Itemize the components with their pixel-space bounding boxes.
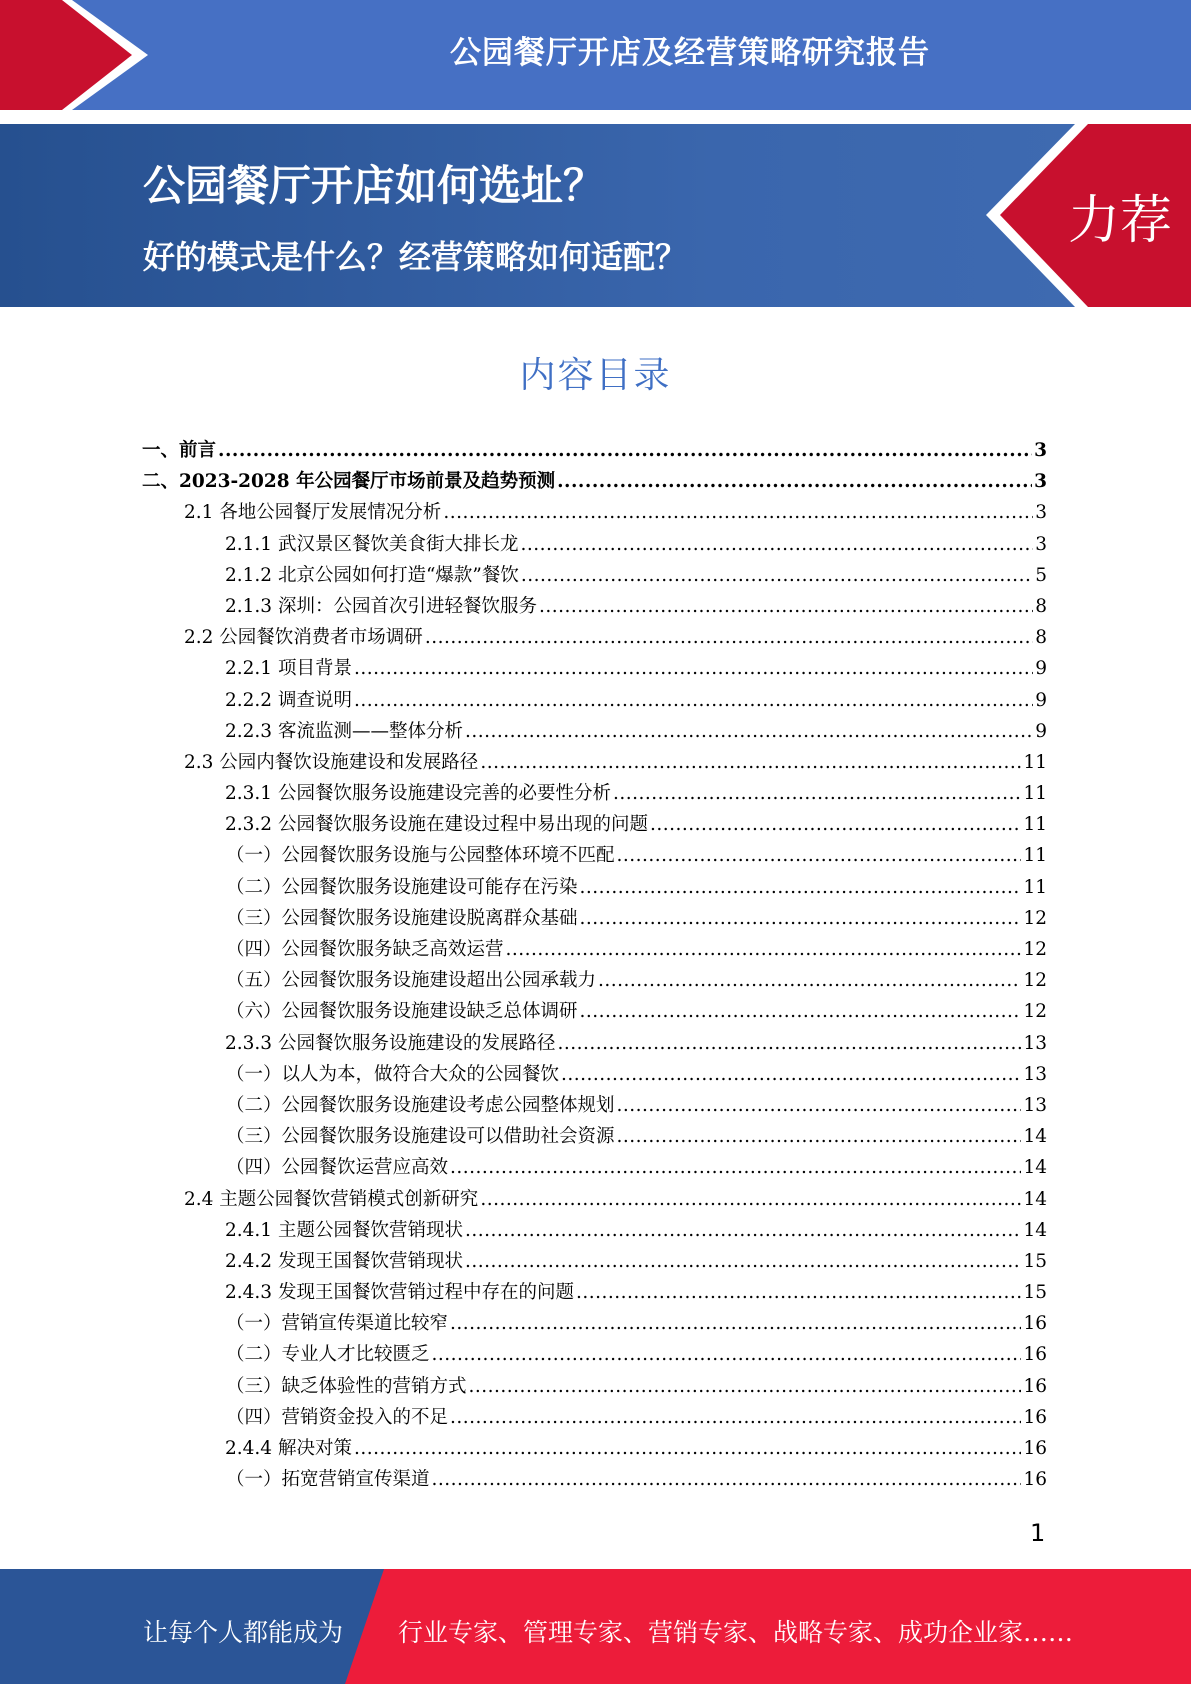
toc-leader-dots xyxy=(465,721,1033,742)
toc-entry[interactable] xyxy=(142,997,1047,1028)
toc-entry-text: 2.1.2 北京公园如何打造“爆款”餐饮 xyxy=(225,564,519,586)
toc-entry[interactable] xyxy=(142,498,1047,529)
toc-entry[interactable] xyxy=(142,904,1047,935)
toc-leader-dots xyxy=(432,1344,1022,1365)
toc-entry-text: 2.1.3 深圳：公园首次引进轻餐饮服务 xyxy=(225,595,537,617)
toc-leader-dots xyxy=(450,1313,1021,1334)
toc-leader-dots xyxy=(613,783,1021,804)
toc-entry-text: 一、前言 xyxy=(142,440,217,461)
toc-leader-dots xyxy=(354,658,1033,679)
toc-entry-page: 15 xyxy=(1023,1282,1047,1304)
toc-entry-text: 2.4 主题公园餐饮营销模式创新研究 xyxy=(184,1188,479,1210)
hero-headline: 公园餐厅开店如何选址？ xyxy=(143,161,606,210)
toc-entry-text: 2.1 各地公园餐厅发展情况分析 xyxy=(184,502,442,524)
toc-entry-page: 16 xyxy=(1023,1313,1047,1335)
toc-entry-text: 2.3.1 公园餐饮服务设施建设完善的必要性分析 xyxy=(225,783,611,805)
toc-leader-dots xyxy=(480,1189,1021,1210)
toc-entry[interactable] xyxy=(142,1278,1047,1309)
toc-leader-dots xyxy=(561,1064,1021,1085)
toc-entry-page: 9 xyxy=(1035,689,1047,711)
toc-entry-page: 9 xyxy=(1035,720,1047,742)
toc-leader-dots xyxy=(432,1469,1022,1490)
toc-entry-page: 11 xyxy=(1023,751,1047,773)
toc-entry[interactable] xyxy=(142,748,1047,779)
report-title: 公园餐厅开店及经营策略研究报告 xyxy=(450,35,930,71)
toc-entry[interactable] xyxy=(142,561,1047,592)
toc-entry-text: （一）公园餐饮服务设施与公园整体环境不匹配 xyxy=(226,845,615,867)
toc-entry-page: 9 xyxy=(1035,658,1047,680)
toc-entry-page: 16 xyxy=(1023,1406,1047,1428)
toc-leader-dots xyxy=(520,534,1033,555)
toc-entry[interactable] xyxy=(142,810,1047,841)
toc-entry[interactable] xyxy=(142,873,1047,904)
recommend-badge: 力荐 xyxy=(1067,191,1172,251)
toc-leader-dots xyxy=(443,502,1033,523)
toc-leader-dots xyxy=(480,752,1021,773)
toc-leader-dots xyxy=(506,939,1022,960)
toc-entry-text: （一）营销宣传渠道比较窄 xyxy=(226,1313,449,1335)
toc-entry-page: 3 xyxy=(1035,533,1047,555)
toc-leader-dots xyxy=(354,690,1033,711)
toc-entry-page: 16 xyxy=(1023,1469,1047,1491)
toc-entry-text: 2.2.3 客流监测——整体分析 xyxy=(225,720,463,742)
toc-entry[interactable] xyxy=(142,1216,1047,1247)
toc-entry[interactable] xyxy=(142,841,1047,872)
toc-entry-page: 12 xyxy=(1023,970,1047,992)
toc-entry-page: 8 xyxy=(1035,595,1047,617)
toc-entry-text: 2.3.2 公园餐饮服务设施在建设过程中易出现的问题 xyxy=(225,814,648,836)
toc-entry-text: （三）缺乏体验性的营销方式 xyxy=(226,1375,467,1397)
toc-entry[interactable] xyxy=(142,1465,1047,1496)
toc-entry-page: 14 xyxy=(1023,1188,1047,1210)
toc-leader-dots xyxy=(218,440,1032,461)
toc-entry-text: 2.3 公园内餐饮设施建设和发展路径 xyxy=(184,751,479,773)
toc-entry-text: （二）专业人才比较匮乏 xyxy=(226,1344,430,1366)
toc-entry-page: 11 xyxy=(1023,814,1047,836)
toc-entry-text: （二）公园餐饮服务设施建设考虑公园整体规划 xyxy=(226,1094,615,1116)
toc-entry-text: 2.1.1 武汉景区餐饮美食街大排长龙 xyxy=(225,533,519,555)
toc-leader-dots xyxy=(617,1095,1022,1116)
toc-entry-text: 2.3.3 公园餐饮服务设施建设的发展路径 xyxy=(225,1032,556,1054)
footer-slogan-right: 行业专家、管理专家、营销专家、战略专家、成功企业家…… xyxy=(398,1618,1074,1647)
toc-entry-page: 14 xyxy=(1023,1126,1047,1148)
toc-entry-page: 12 xyxy=(1023,939,1047,960)
toc-entry-page: 11 xyxy=(1023,783,1047,805)
toc-entry[interactable] xyxy=(142,779,1047,810)
toc-entry-page: 3 xyxy=(1034,471,1047,493)
toc-entry-text: 2.4.1 主题公园餐饮营销现状 xyxy=(225,1219,463,1241)
toc-leader-dots xyxy=(539,596,1033,617)
toc-entry-text: 2.2.1 项目背景 xyxy=(225,658,352,680)
toc-leader-dots xyxy=(580,1001,1022,1022)
toc-leader-dots xyxy=(557,471,1032,492)
toc-entry-text: （三）公园餐饮服务设施建设可以借助社会资源 xyxy=(226,1126,615,1148)
toc-entry-text: 2.4.2 发现王国餐饮营销现状 xyxy=(225,1250,463,1272)
toc-entry[interactable] xyxy=(142,1403,1047,1434)
toc-entry-text: （一）以人为本，做符合大众的公园餐饮 xyxy=(226,1063,560,1085)
toc-entry-page: 11 xyxy=(1023,876,1047,898)
toc-entry-text: （二）公园餐饮服务设施建设可能存在污染 xyxy=(226,876,578,898)
toc-entry-page: 16 xyxy=(1023,1344,1047,1366)
top-banner-arrow-decoration xyxy=(0,0,160,110)
toc-entry-page: 14 xyxy=(1023,1219,1047,1241)
toc-entry[interactable] xyxy=(142,717,1047,748)
toc-entry-text: （四）营销资金投入的不足 xyxy=(226,1406,449,1428)
toc-entry[interactable] xyxy=(142,654,1047,685)
toc-entry-page: 12 xyxy=(1023,907,1047,929)
toc-entry-text: （一）拓宽营销宣传渠道 xyxy=(226,1469,430,1491)
toc-entry-page: 16 xyxy=(1023,1375,1047,1397)
toc-leader-dots xyxy=(465,1251,1021,1272)
toc-leader-dots xyxy=(521,565,1033,586)
toc-entry-text: （六）公园餐饮服务设施建设缺乏总体调研 xyxy=(226,1001,578,1023)
toc-entry-page: 3 xyxy=(1035,502,1047,524)
footer-slogan-left: 让每个人都能成为 xyxy=(143,1618,344,1647)
toc-entry[interactable] xyxy=(142,1309,1047,1340)
toc-entry-page: 13 xyxy=(1023,1063,1047,1085)
toc-entry-page: 13 xyxy=(1023,1032,1047,1054)
toc-entry[interactable] xyxy=(142,1029,1047,1060)
toc-entry-page: 5 xyxy=(1035,564,1047,586)
toc-leader-dots xyxy=(425,627,1033,648)
toc-entry[interactable] xyxy=(142,1372,1047,1403)
toc-leader-dots xyxy=(617,1126,1022,1147)
toc-entry[interactable] xyxy=(142,623,1047,654)
toc-entry-page: 12 xyxy=(1023,1001,1047,1023)
toc-leader-dots xyxy=(580,908,1022,929)
toc-entry[interactable] xyxy=(142,1340,1047,1371)
toc-entry-page: 14 xyxy=(1023,1157,1047,1179)
toc-entry[interactable] xyxy=(142,1185,1047,1216)
toc-entry-text: （五）公园餐饮服务设施建设超出公园承载力 xyxy=(226,970,597,992)
toc-entry[interactable] xyxy=(142,592,1047,623)
toc-entry-page: 3 xyxy=(1034,440,1047,461)
toc-leader-dots xyxy=(450,1157,1021,1178)
page-number: 1 xyxy=(1030,1519,1046,1547)
toc-title: 内容目录 xyxy=(519,355,672,396)
toc-entry[interactable] xyxy=(142,1153,1047,1184)
toc-leader-dots xyxy=(557,1033,1021,1054)
toc-leader-dots xyxy=(580,877,1022,898)
toc-entry[interactable] xyxy=(142,966,1047,997)
toc-entry-text: 2.2.2 调查说明 xyxy=(225,689,352,711)
toc-entry[interactable] xyxy=(142,436,1047,467)
toc-entry-text: （三）公园餐饮服务设施建设脱离群众基础 xyxy=(226,907,578,929)
toc-entry[interactable] xyxy=(142,467,1047,498)
toc-entry-text: 2.2 公园餐饮消费者市场调研 xyxy=(184,627,423,649)
toc-entry-page: 16 xyxy=(1023,1438,1047,1459)
toc-entry-text: 二、2023-2028 年公园餐厅市场前景及趋势预测 xyxy=(142,471,556,493)
toc-entry[interactable] xyxy=(142,1247,1047,1278)
toc-entry[interactable] xyxy=(142,935,1047,966)
toc-leader-dots xyxy=(354,1438,1022,1459)
toc-entry-text: 2.4.4 解决对策 xyxy=(225,1438,352,1459)
toc-entry[interactable] xyxy=(142,1091,1047,1122)
hero-subheadline: 好的模式是什么？经营策略如何适配？ xyxy=(143,238,688,276)
toc-leader-dots xyxy=(650,814,1021,835)
toc-entry-page: 15 xyxy=(1023,1250,1047,1272)
toc-leader-dots xyxy=(450,1407,1021,1428)
toc-entry[interactable] xyxy=(142,1434,1047,1465)
toc-leader-dots xyxy=(469,1376,1022,1397)
table-of-contents xyxy=(142,436,1047,1496)
toc-leader-dots xyxy=(576,1282,1021,1303)
toc-entry[interactable] xyxy=(142,530,1047,561)
toc-entry[interactable] xyxy=(142,1060,1047,1091)
toc-leader-dots xyxy=(617,845,1022,866)
toc-entry[interactable] xyxy=(142,1122,1047,1153)
toc-leader-dots xyxy=(465,1220,1021,1241)
toc-entry-text: （四）公园餐饮服务缺乏高效运营 xyxy=(226,939,504,960)
toc-entry[interactable] xyxy=(142,686,1047,717)
toc-entry-page: 11 xyxy=(1023,845,1047,867)
toc-leader-dots xyxy=(598,970,1021,991)
toc-entry-page: 8 xyxy=(1035,627,1047,649)
toc-entry-page: 13 xyxy=(1023,1094,1047,1116)
toc-entry-text: （四）公园餐饮运营应高效 xyxy=(226,1157,449,1179)
toc-entry-text: 2.4.3 发现王国餐饮营销过程中存在的问题 xyxy=(225,1282,574,1304)
